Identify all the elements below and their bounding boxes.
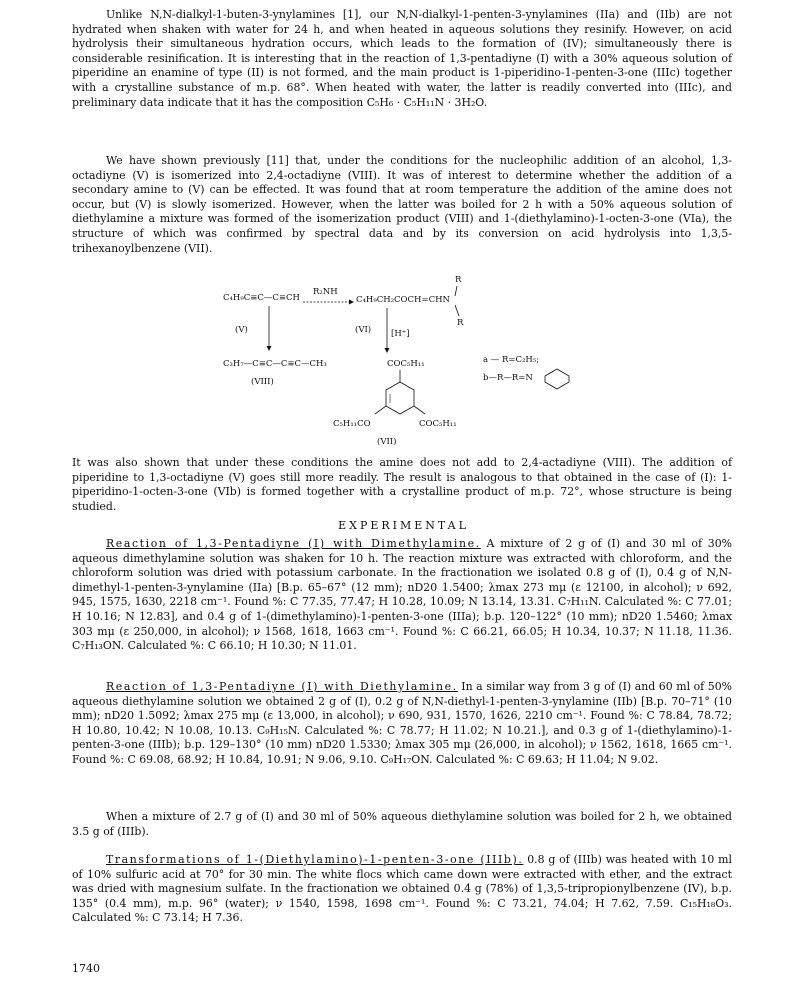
scheme-r-bottom: R <box>457 318 464 328</box>
paragraph-octadiyne: We have shown previously [11] that, under the conditions for the nucleophilic addition of an alcohol, 1,3-octadiyne (V) is isomerized into 2,4-octadiyne (VIII). It was of interest to determine whether the addition of a secondary amine to (V) can be effected. It was found that at room temperature the addition of the amine does not occur, but (V) is slowly isomerized. However, when the latter was boiled for 2 h with a 50% aqueous solution of diethylamine a mixture was formed of the isomerization product (VIII) and 1-(diethylamino)-1-octen-3-one (VIa), the structure of which was confirmed by spectral data and by its conversion on acid hydrolysis into 1,3,5-trihexanoylbenzene (VII). <box>72 154 732 255</box>
experiment-title: Reaction of 1,3-Pentadiyne (I) with Dimethylamine. <box>106 537 481 550</box>
scheme-label-vi: (VI) <box>355 325 372 335</box>
scheme-coc5-top: COC₅H₁₁ <box>387 359 425 369</box>
experiment-body: 0.8 g of (IIIb) was heated with 10 ml of 10% sulfuric acid at 70° for 30 min. The white flocs which came down were extracted with ether, and the extract was dried with magnesium sulfate. In the fractionation we obtained 0.4 g (78%) of 1,3,5-tripropionylbenzene (IV), b.p. 135° (0.4 mm), m.p. 96° (water); ν 1540, 1598, 1698 cm⁻¹. Found %: C 73.21, 74.04; H 7.62, 7.59. C₁₅H₁₈O₃. Calculated %: C 73.14; H 7.36. <box>72 853 732 925</box>
scheme-key-a: a — R=C₂H₅; <box>483 355 540 365</box>
piperidine-ring <box>545 369 569 389</box>
scheme-label-vii: (VII) <box>377 437 397 447</box>
page-number: 1740 <box>72 962 100 975</box>
scheme-r-top: R <box>455 275 462 285</box>
experiment-transformations <box>72 853 732 926</box>
paragraph-boiling: When a mixture of 2.7 g of (I) and 30 ml of 50% aqueous diethylamine solution was boiled for 2 h, we obtained 3.5 g of (IIIb). <box>72 810 732 838</box>
bond-r-top <box>455 286 457 296</box>
experiment-dimethylamine <box>72 537 732 654</box>
experimental-heading: EXPERIMENTAL <box>338 519 469 532</box>
scheme-label-viii: (VIII) <box>251 377 274 387</box>
paragraph-piperidine: It was also shown that under these conditions the amine does not add to 2,4-actadiyne (VIII). The addition of piperidine to 1,3-octadiyne (V) goes still more readily. The result is analogous to that obtained in the case of (I): 1-piperidino-1-octen-3-one (VIb) is formed together with a crystalline product of m.p. 72°, whose structure is being studied. <box>72 456 732 513</box>
reaction-arrow-1-head <box>349 300 354 305</box>
scheme-product-vi: C₄H₉CH₂COCH=CHN <box>356 295 450 305</box>
scheme-start: C₄H₉C≡C—C≡CH <box>223 293 300 303</box>
bond-r-bottom <box>455 305 459 316</box>
experiment-title: Transformations of 1-(Diethylamino)-1-penten-3-one (IIIb). <box>106 853 524 866</box>
experiment-body: A mixture of 2 g of (I) and 30 ml of 30% aqueous dimethylamine solution was shaken for 10 h. The reaction mixture was extracted with chloroform, and the chloroform solution was dried with potassium carbonate. In the fractionation we isolated 0.8 g of (I), 0.4 g of N,N-dimethyl-1-penten-3-ynylamine (IIa) [B.p. 65–67° (12 mm); nD20 1.5400; λmax 273 mμ (ε 12100, in alcohol); ν 692, 945, 1575, 1630, 2218 cm⁻¹. Found %: C 77.35, 77.47; H 10.28, 10.09; N 13.14, 13.31. C₇H₁₁N. Calculated %: C 77.01; H 10.16; N 12.83], and 0.4 g of 1-(dimethylamino)-1-penten-3-one (IIIa); b.p. 120–122° (10 mm); nD20 1.5460; λmax 303 mμ (ε 250,000, in alcohol); ν 1568, 1618, 1663 cm⁻¹. Found %: C 66.21, 66.05; H 10.34, 10.37; N 11.18, 11.36. C₇H₁₃ON. Calculated %: C 66.10; H 10.30; N 11.01. <box>72 537 733 653</box>
experiment-title: Reaction of 1,3-Pentadiyne (I) with Diethylamine. <box>106 680 458 693</box>
scheme-acid: [H⁺] <box>391 329 410 339</box>
scheme-label-v: (V) <box>235 325 248 335</box>
experiment-body: In a similar way from 3 g of (I) and 60 ml of 50% aqueous diethylamine solution we obtained 2 g of (I), 0.2 g of N,N-diethyl-1-penten-3-ynylamine (IIb) [B.p. 70–71° (10 mm); nD20 1.5092; λmax 275 mμ (ε 13,000, in alcohol); ν 690, 931, 1570, 1626, 2210 cm⁻¹. Found %: C 78.84, 78.72; H 10.80, 10.42; N 10.08, 10.13. C₉H₁₅N. Calculated %: C 78.77; H 11.02; N 10.21.], and 0.3 g of 1-(diethylamino)-1-penten-3-one (IIIb); b.p. 129–130° (10 mm) nD20 1.5330; λmax 305 mμ (26,000, in alcohol); ν 1562, 1618, 1665 cm⁻¹. Found %: C 69.08, 68.92; H 10.84, 10.91; N 9.06, 9.10. C₉H₁₇ON. Calculated %: C 69.63; H 11.04; N 9.02. <box>72 680 733 766</box>
scheme-coc5-right: COC₅H₁₁ <box>419 419 457 429</box>
experiment-diethylamine <box>72 680 732 768</box>
paragraph-intro: Unlike N,N-dialkyl-1-buten-3-ynylamines [1], our N,N-dialkyl-1-penten-3-ynylamines (IIa) and (IIb) are not hydrated when shaken with water for 24 h, and when heated in aqueous solutions they resinify. However, on acid hydrolysis their simultaneous hydration occurs, which leads to the formation of (IV); simultaneously there is considerable resinification. It is interesting that in the reaction of 1,3-pentadiyne (I) with a 30% aqueous solution of piperidine an enamine of type (II) is not formed, and the main product is 1-piperidino-1-penten-3-one (IIIc) together with a crystalline substance of m.p. 68°. When heated with water, the latter is readily converted into (IIIc), and preliminary data indicate that it has the composition C₅H₆ · C₅H₁₁N · 3H₂O. <box>72 8 732 109</box>
scheme-reagent: R₂NH <box>313 287 338 297</box>
scheme-key-b: b—R—R=N <box>483 373 533 383</box>
scheme-coc5-left: C₅H₁₁CO <box>333 419 371 429</box>
reaction-scheme <box>215 272 595 447</box>
scheme-octadiyne: C₃H₇—C≡C—C≡C—CH₃ <box>223 359 327 369</box>
